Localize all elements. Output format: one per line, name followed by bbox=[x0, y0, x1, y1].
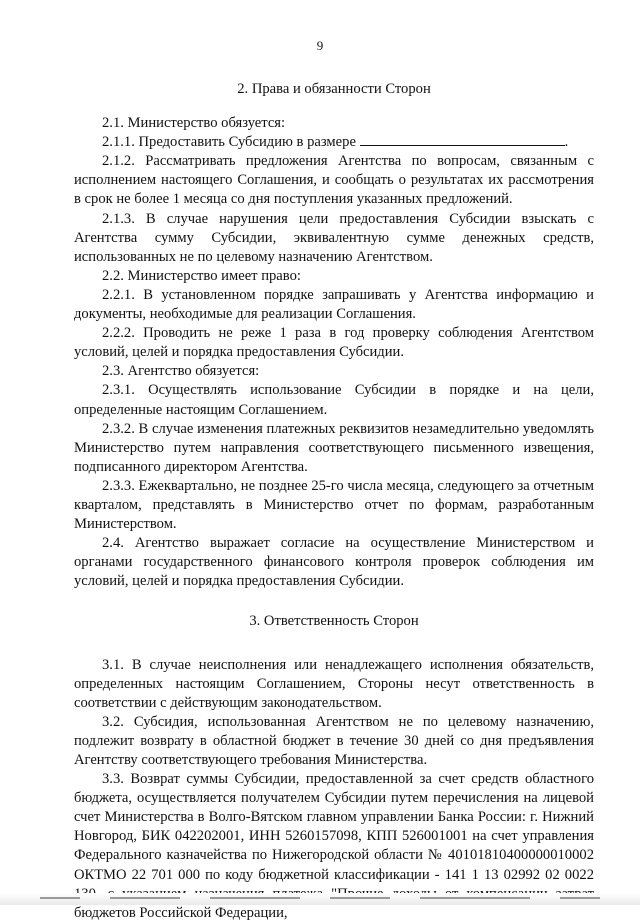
paragraph-2-1: 2.1. Министерство обязуется: bbox=[102, 115, 286, 132]
paragraph-2-1-1-text: 2.1.1. Предоставить Субсидию в размере bbox=[102, 134, 356, 151]
paragraph-2-2-1: 2.2.1. В установленном порядке запрашивать у Агентства информацию и документы, необходимые для реализации Соглашения. bbox=[74, 286, 594, 323]
paragraph-3-3: 3.3. Возврат суммы Субсидии, предоставленной за счет средств областного бюджета, осуществляется получателем Субсидии путем перечисления на лицевой счет Министерства в Волго-Вятском главном управлении Банка России: г. Нижний Новгород, БИК 042202001, ИНН 5260157098, КПП 526001001 на счет управления Федерального казначейства по Нижегородской области № 40101810400000010002 ОКТМО 22 701 000 по коду бюджетной классификации - 141 1 13 02992 02 0022 бюджетов Российской Федерации, bbox=[74, 771, 594, 921]
page-number: 9 bbox=[316, 38, 324, 53]
paragraph-2-4: 2.4. Агентство выражает согласие на осуществление Министерством и органами государственного финансового контроля проверок соблюдения им условий, целей и порядка предоставления Субсидии. bbox=[74, 535, 594, 590]
paragraph-2-1-2: 2.1.2. Рассматривать предложения Агентства по вопросам, связанным с исполнением настоящего Соглашения, и сообщать о результатах их рассмотрения в срок не более 1 месяца со дня поступления указанных предложений. bbox=[74, 153, 594, 208]
paragraph-2-3-3: 2.3.3. Ежеквартально, не позднее 25-го числа месяца, следующего за отчетным кварталом, представлять в Министерство отчет по формам, разработанным Министерством. bbox=[74, 477, 594, 533]
scan-edge bbox=[0, 893, 640, 905]
paragraph-2-2-2: 2.2.2. Проводить не реже 1 раза в год проверку соблюдения Агентством условий, целей и порядка предоставления Субсидии. bbox=[74, 325, 594, 361]
paragraph-2-3-2: 2.3.2. В случае изменения платежных реквизитов незамедлительно уведомлять Министерство путем направления соответствующего письменного извещения, подписанного директором Агентства. bbox=[74, 420, 594, 475]
paragraph-2-3-1: 2.3.1. Осуществлять использование Субсидии в порядке и на цели, определенные настоящим Соглашением. bbox=[74, 382, 594, 418]
paragraph-2-2: 2.2. Министерство имеет право: bbox=[102, 267, 301, 284]
paragraph-2-1-3: 2.1.3. В случае нарушения цели предоставления Субсидии взыскать с Агентства сумму Субсидии, эквивалентную сумме денежных средств, использованных не по целевому назначению Агентством. bbox=[74, 210, 594, 265]
paragraph-2-1-1: 2.1.1. Предоставить Субсидию в размере . bbox=[102, 134, 569, 151]
section-3-title: 3. Ответственность Сторон bbox=[249, 613, 419, 630]
paragraph-3-1: 3.1. В случае неисполнения или ненадлежащего исполнения обязательств, определенных настоящим Соглашением, Стороны несут ответственность в соответствии с действующим законодательством. bbox=[74, 656, 594, 711]
document-body bbox=[74, 74, 594, 923]
paragraph-3-2: 3.2. Субсидия, использованная Агентством не по целевому назначению, подлежит возврату в областной бюджет в течение 30 дней со дня предъявления Агентству соответствующего требования Министерства. bbox=[74, 713, 594, 768]
blank-line bbox=[360, 133, 565, 146]
section-2-title: 2. Права и обязанности Сторон bbox=[237, 81, 431, 97]
paragraph-2-3: 2.3. Агентство обязуется: bbox=[102, 363, 260, 380]
